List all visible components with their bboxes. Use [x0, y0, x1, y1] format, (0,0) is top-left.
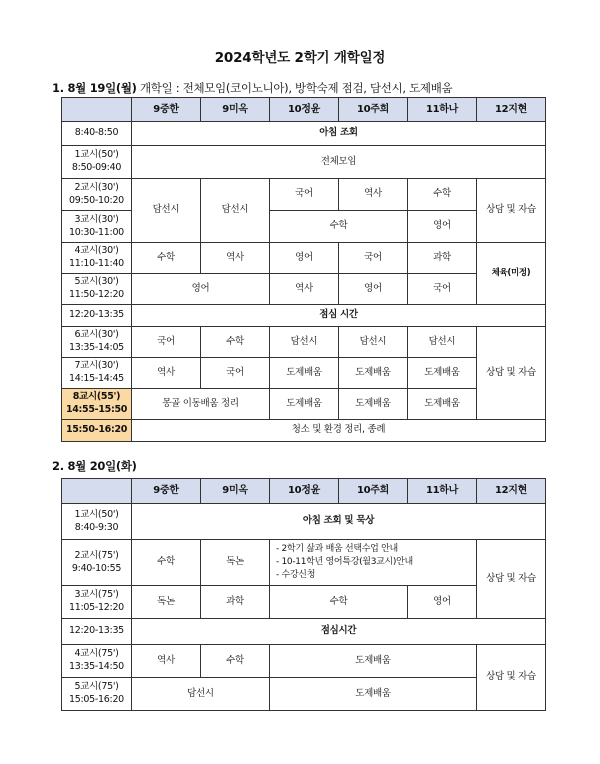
period-cell: 3교시(75') 11:05-12:20: [62, 586, 132, 619]
class-cell: 수학: [408, 179, 477, 211]
table-row: [62, 586, 546, 619]
header-cell: 9중한: [132, 479, 201, 504]
class-cell: 상담 및 자습: [477, 179, 546, 243]
period-cell: 7교시(30') 14:15-14:45: [62, 358, 132, 389]
period-cell: 6교시(30') 13:35-14:05: [62, 327, 132, 358]
header-cell: 9중한: [132, 98, 201, 122]
class-cell: 도제배움: [270, 389, 339, 420]
class-cell: 독논: [132, 586, 201, 619]
period-cell: 2교시(75') 9:40-10:55: [62, 540, 132, 586]
table-row: [62, 678, 546, 711]
period-cell: 12:20-13:35: [62, 619, 132, 645]
class-cell: 도제배움: [339, 358, 408, 389]
lunch-cell: 점심시간: [132, 619, 546, 645]
period-cell: 8:40-8:50: [62, 122, 132, 146]
class-cell: 담선시: [132, 179, 201, 243]
assembly-cell: 아침 조회: [132, 122, 546, 146]
class-cell: 수학: [132, 243, 201, 274]
table-row: [62, 540, 546, 586]
day2-heading: [52, 458, 137, 474]
class-cell: 수학: [270, 586, 408, 619]
class-cell: 도제배움: [270, 645, 477, 678]
header-cell: 11하나: [408, 98, 477, 122]
all-class-cell: 전체모임: [132, 146, 546, 179]
class-cell: 담선시: [270, 327, 339, 358]
class-cell: 상담 및 자습: [477, 645, 546, 711]
period-cell: 5교시(75') 15:05-16:20: [62, 678, 132, 711]
class-cell: 국어: [339, 243, 408, 274]
class-cell: 도제배움: [339, 389, 408, 420]
class-cell: 영어: [408, 586, 477, 619]
table-header-row: [62, 98, 546, 122]
class-cell: 역사: [201, 243, 270, 274]
day1-heading-date: 1. 8월 19일(월): [52, 81, 137, 95]
table-header-row: [62, 479, 546, 504]
page-title: 2024학년도 2학기 개학일정: [214, 50, 386, 66]
period-cell: 4교시(75') 13:35-14:50: [62, 645, 132, 678]
header-cell: 11하나: [408, 479, 477, 504]
class-cell: 담선시: [132, 678, 270, 711]
period-cell: 5교시(30') 11:50-12:20: [62, 274, 132, 305]
class-cell: 도제배움: [270, 358, 339, 389]
period-cell: 3교시(30') 10:30-11:00: [62, 211, 132, 243]
class-cell: 수학: [132, 540, 201, 586]
header-cell: 10정윤: [270, 479, 339, 504]
table-row: [62, 389, 546, 420]
class-cell: 역사: [270, 274, 339, 305]
period-cell: 8교시(55') 14:55-15:50: [62, 389, 132, 420]
table-row: [62, 305, 546, 327]
day1-heading: [52, 80, 452, 96]
class-cell: 담선시: [201, 179, 270, 243]
table-row: [62, 420, 546, 442]
class-cell: 국어: [270, 179, 339, 211]
header-cell: [62, 479, 132, 504]
period-cell: 1교시(50') 8:40-9:30: [62, 504, 132, 540]
table-row: [62, 146, 546, 179]
table-row: [62, 358, 546, 389]
table-row: [62, 504, 546, 540]
notice-cell: [270, 540, 477, 586]
class-cell: 담선시: [339, 327, 408, 358]
class-cell: 체육(미정): [477, 243, 546, 305]
class-cell: 도제배움: [408, 358, 477, 389]
header-cell: 10정윤: [270, 98, 339, 122]
notice-line: - 2학기 삶과 배움 선택수업 안내: [276, 543, 398, 554]
day2-schedule-table: [61, 478, 546, 711]
period-cell: 2교시(30') 09:50-10:20: [62, 179, 132, 211]
class-cell: 영어: [408, 211, 477, 243]
class-cell: 독논: [201, 540, 270, 586]
class-cell: 역사: [132, 358, 201, 389]
class-cell: 영어: [270, 243, 339, 274]
class-cell: 상담 및 자습: [477, 327, 546, 420]
day2-heading-date: 2. 8월 20일(화): [52, 459, 137, 473]
assembly-cell: 아침 조회 및 묵상: [132, 504, 546, 540]
class-cell: 과학: [408, 243, 477, 274]
class-cell: 수학: [270, 211, 408, 243]
class-cell: 국어: [201, 358, 270, 389]
class-cell: 역사: [132, 645, 201, 678]
class-cell: 담선시: [408, 327, 477, 358]
table-row: [62, 179, 546, 211]
all-class-cell: 청소 및 환경 정리, 종례: [132, 420, 546, 442]
day1-schedule-table: [61, 97, 546, 442]
header-cell: 12지현: [477, 98, 546, 122]
day1-heading-text: 개학일 : 전체모임(코이노니아), 방학숙제 점검, 담선시, 도제배움: [136, 81, 453, 95]
lunch-cell: 점심 시간: [132, 305, 546, 327]
class-cell: 몽골 이동배움 정리: [132, 389, 270, 420]
header-cell: 10주희: [339, 479, 408, 504]
period-cell: 1교시(50') 8:50-09:40: [62, 146, 132, 179]
table-row: [62, 645, 546, 678]
class-cell: 영어: [339, 274, 408, 305]
period-cell: 15:50-16:20: [62, 420, 132, 442]
header-cell: [62, 98, 132, 122]
notice-line: - 10-11학년 영어특강(월3교시)안내: [276, 556, 413, 567]
class-cell: 도제배움: [408, 389, 477, 420]
header-cell: 12지현: [477, 479, 546, 504]
class-cell: 수학: [201, 645, 270, 678]
period-cell: 4교시(30') 11:10-11:40: [62, 243, 132, 274]
table-row: [62, 243, 546, 274]
header-cell: 9미옥: [201, 479, 270, 504]
class-cell: 상담 및 자습: [477, 540, 546, 619]
table-row: [62, 122, 546, 146]
period-cell: 12:20-13:35: [62, 305, 132, 327]
class-cell: 영어: [132, 274, 270, 305]
table-row: [62, 619, 546, 645]
header-cell: 9미옥: [201, 98, 270, 122]
class-cell: 과학: [201, 586, 270, 619]
table-row: [62, 327, 546, 358]
class-cell: 국어: [408, 274, 477, 305]
class-cell: 국어: [132, 327, 201, 358]
class-cell: 도제배움: [270, 678, 477, 711]
notice-line: - 수강신청: [276, 570, 316, 581]
table-row: [62, 274, 546, 305]
class-cell: 역사: [339, 179, 408, 211]
class-cell: 수학: [201, 327, 270, 358]
header-cell: 10주희: [339, 98, 408, 122]
